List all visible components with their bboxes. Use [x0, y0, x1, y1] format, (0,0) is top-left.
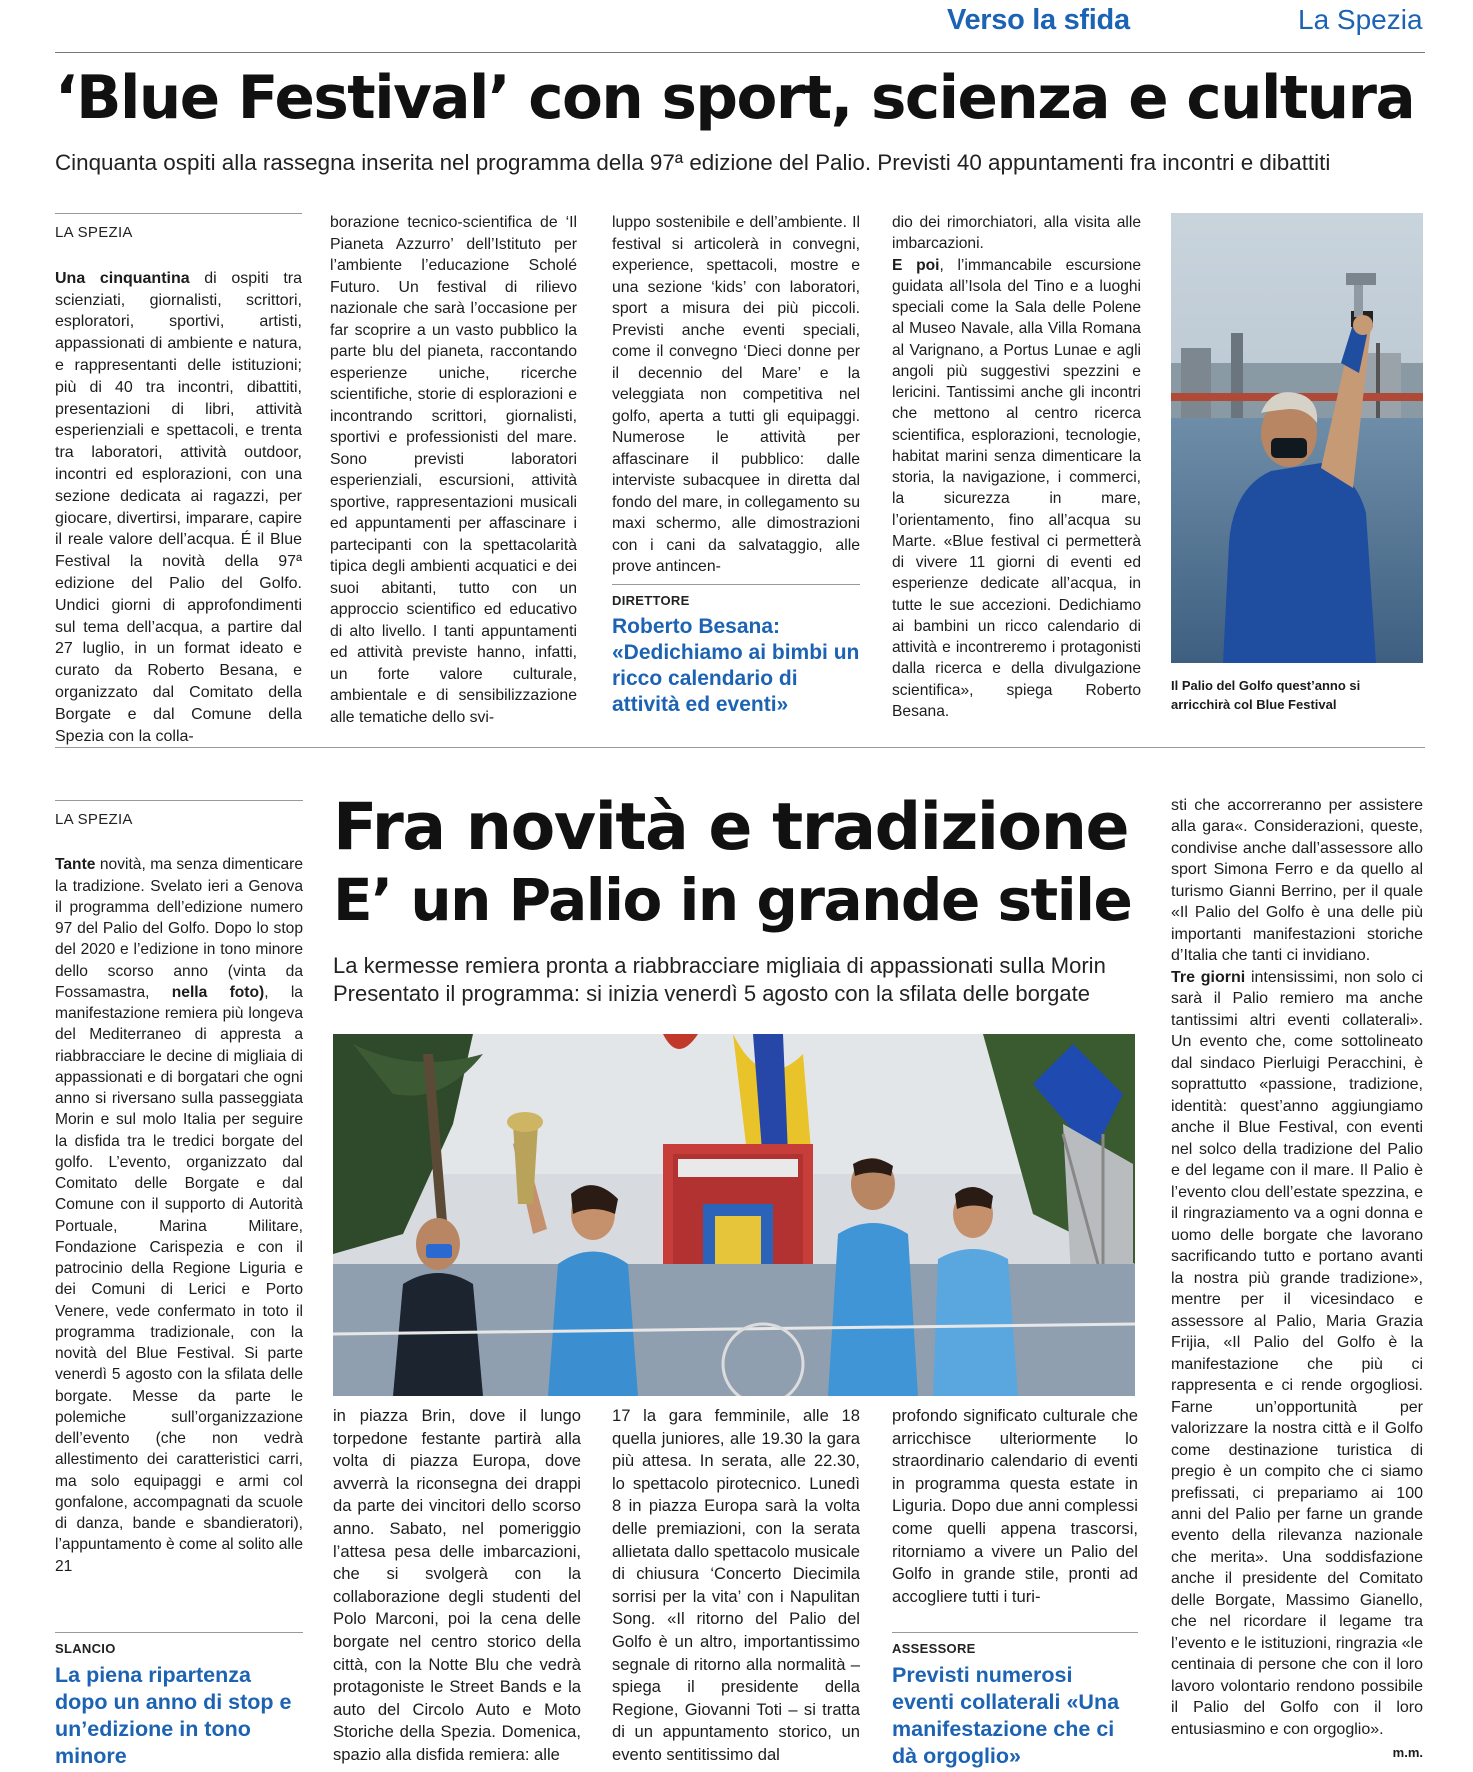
- article2-text-1a: novità, ma senza dimenticare la tradizione. Svelato ieri a Genova il programma dell’edizione numero 97 del Palio del Golfo. Dopo lo stop del 2020 e l’edizione in tono minore dello scorso anno (vinta da Fossamastra,: [55, 856, 303, 1001]
- article2-column-4: [892, 1405, 1138, 1608]
- article2-lead: Tante: [55, 856, 96, 874]
- article1-box-label: DIRETTORE: [612, 593, 690, 608]
- celebration-photo-illustration: [333, 1034, 1135, 1396]
- article2-text-5a: sti che accorreranno per assistere alla gara«. Considerazioni, queste, condivise anche dall’assessore allo sport Simona Ferro e da quello al turismo Gianni Berrino, per il quale «Il Palio del Golfo è una delle più importanti manifestazioni storiche d’Italia che tanti ci invidiano.: [1171, 797, 1423, 965]
- article1-photo-caption: Il Palio del Golfo quest’anno si arricchirà col Blue Festival: [1171, 678, 1361, 712]
- article1-quote-box: [612, 584, 860, 718]
- section-city: La Spezia: [1298, 4, 1423, 35]
- article2-section-label: LA SPEZIA: [55, 800, 303, 836]
- kicker: Verso la sfida: [947, 4, 1130, 36]
- article1-column-3: [612, 212, 860, 578]
- article1-text-4a: dio dei rimorchiatori, alla visita alle imbarcazioni.: [892, 214, 1141, 253]
- article2-column-1: [55, 800, 303, 1577]
- article2-quote-box-slancio: [55, 1632, 303, 1770]
- article1-text-3: luppo sostenibile e dell’ambiente. Il festival si articolerà in convegni, experience, spettacoli, mostre e una sezione ‘kids’ con laboratori, sport a misura dei più piccoli. Previsti anche eventi speciali, come il convegno ‘Dieci donne per il decennio del Mare’ e la veleggiata non competitiva nel golfo, aperta a tutti gli equipaggi. Numerose le attività per affascinare il pubblico: dalle interviste subacquee in diretta dal fondo del mare, in collegamento su maxi schermo, alle dimostrazioni con i cani da salvataggio, alle prove antincen-: [612, 214, 860, 576]
- article1-photo: [1171, 213, 1423, 663]
- article2-text-5b: intensissimi, non solo ci sarà il Palio remiero ma anche tantissimi altri eventi collaterali». Un evento che, come sottolineato dal sindaco Pierluigi Peracchini, è soprattutto «passione, tradizione, identità: quest’anno aggiungiamo anche il Blue Festival, con eventi nel solco della tradizione del Palio e del legame con il mare. Il Palio è l’evento clou dell’estate spezzina, e il ringraziamento va a ogni donna e uomo delle borgate che lavorano sacrificando tutto e portano avanti la nostra più grande tradizione», mentre per il vicesindaco e assessore al Palio, Maria Grazia Frijia, «Il Palio del Golfo è la manifestazione che più ci rappresenta e ci rende orgogliosi. Farne un’opportunità per valorizzare la nostra città e il Golfo come destinazione turistica di pregio è un compito che ci siamo prefissati, ci prepariamo ai 100 anni del Palio per farne un grande evento della rilevanza nazionale che merita». Una soddisfazione anche il presidente del Comitato delle Borgate, Massimo Gianello, che nel ricordare il legame tra l’evento e le istituzioni, ringrazia «le centinaia di persone che con il loro lavoro volontario rendono possibile il Palio del Golfo con il loro entusiasmino e con orgoglio».: [1171, 968, 1423, 1738]
- article2-title-line-1: Fra novità e tradizione: [333, 790, 1129, 865]
- article1-column-2: [330, 212, 577, 728]
- article2-quote-box-assessore: [892, 1632, 1138, 1770]
- article2-column-2: [333, 1405, 581, 1767]
- article2-text-4: profondo significato culturale che arricchisce ulteriormente lo straordinario calendario di eventi in programma questa estate in Liguria. Dopo due anni complessi come quelli appena trascorsi, ritorniamo a vivere un Palio del Golfo in grande stile, pronti ad accogliere tutti i turi-: [892, 1406, 1138, 1606]
- header-rule: [55, 52, 1425, 53]
- article2-column-5: [1171, 795, 1423, 1764]
- article1-lead-2: E poi: [892, 256, 940, 274]
- article2-box2-label: ASSESSORE: [892, 1641, 976, 1656]
- article2-subtitle-line-1: La kermesse remiera pronta a riabbracciare migliaia di appassionati sulla Morin: [333, 953, 1106, 978]
- article1-text-2: borazione tecnico-scientifica de ‘Il Pianeta Azzurro’ dell’Istituto per l’ambiente l’educazione Scholé Futuro. Un festival di rilievo nazionale che sarà l’occasione per far scoprire a un vasto pubblico la parte blu del pianeta, raccontando esperienze uniche, ricerche scientifiche, storie di esplorazioni e incontrando scrittori, giornalisti, sportivi e professionisti del mare. Sono previsti laboratori esperienziali, escursioni, attività sportive, rappresentazioni musicali ed appuntamenti per affascinare i partecipanti con la spettacolarità tipica degli ambienti acquatici e dei suoi abitanti, tutto con un approccio scientifico ed educativo di alto livello. I tanti appuntamenti ed attività previste hanno, infatti, un forte valore culturale, ambientale e di sensibilizzazione alle tematiche dello svi-: [330, 214, 577, 726]
- article2-subtitle-line-2: Presentato il programma: si inizia venerdì 5 agosto con la sfilata delle borgate: [333, 981, 1090, 1006]
- section-divider: [55, 747, 1425, 748]
- article1-box-quote: Roberto Besana: «Dedichiamo ai bimbi un ricco calendario di attività ed eventi»: [612, 615, 860, 716]
- article2-text-1b: , la manifestazione remiera più longeva del Mediterraneo di appresta a riabbracciare le decine di migliaia di appassionati e di borgatari che ogni anno si riversano sulla passeggiata Morin e sul molo Italia per seguire la disfida tra le tredici borgate del golfo. L’evento, organizzato dal Comitato delle Borgate e dal Comune con il supporto di Autorità Portuale, Marina Militare, Fondazione Carispezia e con il patrocinio della Regione Liguria e dei Comuni di Lerici e Porto Venere, vede confermato in toto il programma tradizionale, con la novità del Blue Festival. Si parte venerdì 5 agosto con la sfilata delle borgate. Messe da parte le polemiche sull’organizzazione dell’evento (che non vedrà allestimento dei caratteristici carri, ma solo equipaggi e armi col gonfalone, accompagnati da scuole di danza, bande e sbandieratori), l’appuntamento è come al solito alle 21: [55, 983, 303, 1575]
- article2-photo: [333, 1034, 1135, 1396]
- article2-photo-ref: nella foto): [171, 983, 265, 1001]
- article2-box2-quote: Previsti numerosi eventi collaterali «Una manifestazione che ci dà orgoglio»: [892, 1663, 1120, 1768]
- article1-text-1: di ospiti tra scienziati, giornalisti, scrittori, esploratori, sportivi, artisti, appassionati di ambiente e natura, e rappresentanti delle istituzioni; più di 40 tra incontri, dibattiti, presentazioni di libri, attività esperienziali e spettacoli, e trenta tra laboratori, attività outdoor, incontri ed esplorazioni, con una sezione dedicata ai ragazzi, per giocare, divertirsi, imparare, capire il reale valore dell’acqua. É il Blue Festival la novità della 97ª edizione del Palio del Golfo. Undici giorni di approfondimenti sul tema dell’acqua, a partire dal 27 luglio, in un format ideato e curato da Roberto Besana, e organizzato dal Comitato della Borgate e dal Comune della Spezia con la colla-: [55, 269, 303, 745]
- article1-lead: Una cinquantina: [55, 269, 190, 287]
- article2-text-3: 17 la gara femminile, alle 18 quella juniores, alle 19.30 la gara più attesa. In serata, alle 22.30, lo spettacolo pirotecnico. Lunedì 8 in piazza Europa sarà la volta delle premiazioni, con la serata allietata dallo spettacolo musicale di chiusura ‘Concerto Diecimila sorrisi per la vita’ con i Napulitan Song. «Il ritorno del Palio del Golfo è un altro, importantissimo segnale di ritorno alla normalità – spiega il presidente della Regione, Giovanni Toti – si tratta di un appuntamento storico, un evento sentitissimo dal: [612, 1406, 860, 1764]
- article2-box1-label: SLANCIO: [55, 1641, 116, 1656]
- article2-column-3: [612, 1405, 860, 1767]
- article2-box1-quote: La piena ripartenza dopo un anno di stop e un’edizione in tono minore: [55, 1663, 292, 1768]
- article1-column-4: [892, 212, 1141, 722]
- article2-text-2: in piazza Brin, dove il lungo torpedone festante partirà alla volta di piazza Europa, dove avverrà la riconsegna dei drappi da parte dei vincitori dello scorso anno. Sabato, nel pomeriggio l’attesa pesa delle imbarcazioni, che si svolgerà con la collaborazione degli studenti del Polo Marconi, poi la cena delle borgate nel centro storico della città, con la Notte Blu che vedrà protagoniste le Street Bands e la auto del Circolo Auto e Moto Storiche della Spezia. Domenica, spazio alla disfida remiera: alle: [333, 1406, 581, 1764]
- article2-lead-2: Tre giorni: [1171, 968, 1246, 986]
- article2-signature: m.m.: [1392, 1745, 1423, 1761]
- rower-photo-illustration: [1171, 213, 1423, 663]
- article2-title-line-2: E’ un Palio in grande stile: [333, 866, 1132, 934]
- article1-section-label: LA SPEZIA: [55, 213, 302, 250]
- article1-column-1: [55, 213, 302, 747]
- article1-subtitle: Cinquanta ospiti alla rassegna inserita nel programma della 97ª edizione del Palio. Previsti 40 appuntamenti fra incontri e dibattiti: [55, 150, 1331, 175]
- article1-text-4b: , l’immancabile escursione guidata all’Isola del Tino e a luoghi speciali come la Sala delle Polene al Museo Navale, alla Villa Romana al Varignano, a Portus Lunae e agli angoli più suggestivi spezzini e lericini. Tantissimi anche gli incontri che mettono al centro ricerca scientifica, esplorazioni, tecnologie, habitat marini senza dimenticare la storia, la navigazione, i commerci, la sicurezza in mare, l’orientamento, fino all’acqua su Marte. «Blue festival ci permetterà di vivere 11 giorni di eventi ed esperienze dedicate all’acqua, in tutte le sue accezioni. Dedichiamo ai bambini un ricco calendario di attività e incontreremo i protagonisti dalla ricerca e della divulgazione scientifica», spiega Roberto Besana.: [892, 256, 1141, 720]
- article1-title: ‘Blue Festival’ con sport, scienza e cultura: [55, 64, 1415, 133]
